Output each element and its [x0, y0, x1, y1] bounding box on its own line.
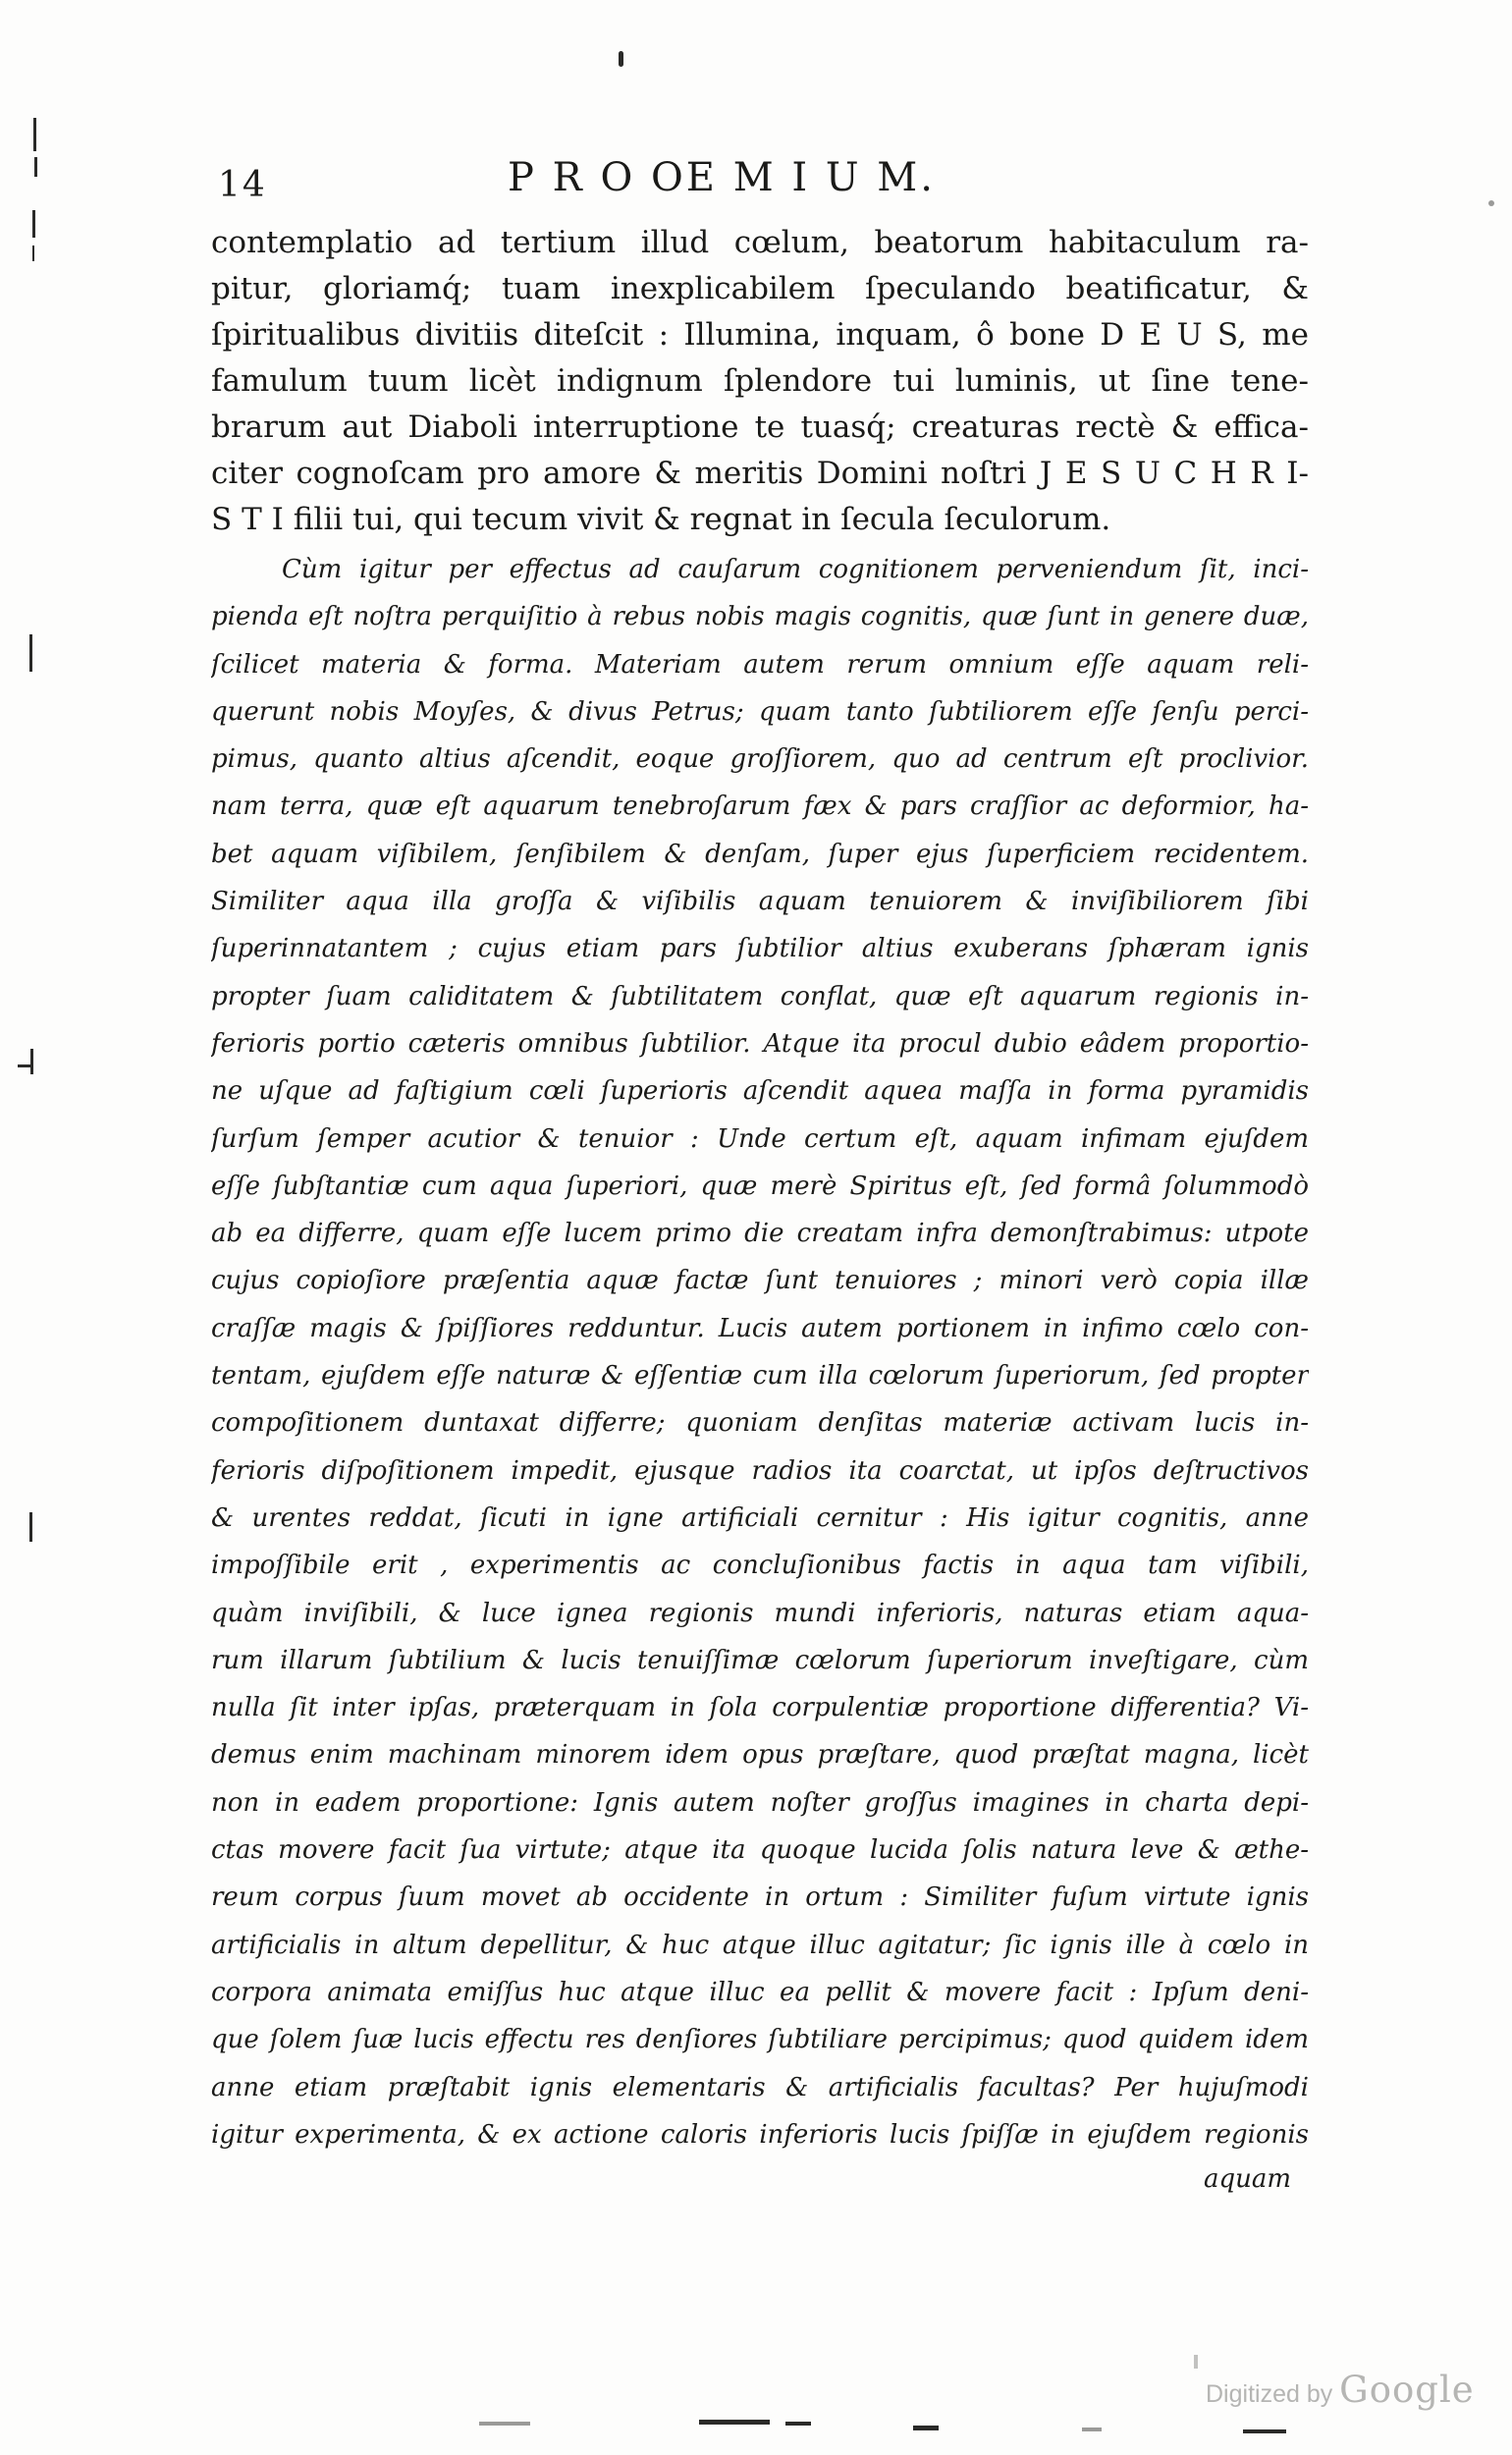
watermark-prefix: Digitized by [1206, 2380, 1340, 2408]
scan-artifact [1243, 2429, 1286, 2433]
digitized-by-google-watermark [1206, 2369, 1475, 2411]
text-line: ſuperinnatantem ; cujus etiam pars ſubtilior altius exuberans ſphæram ignis [211, 934, 1309, 964]
text-line: ctas movere facit ſua virtute; atque ita quoque lucida ſolis natura leve & æthe- [211, 1835, 1309, 1866]
text-line: ſurſum ſemper acutior & tenuior : Unde certum eſt, aquam infimam ejuſdem [211, 1123, 1309, 1154]
scan-artifact [785, 2422, 811, 2426]
text-line: pimus, quanto altius aſcendit, eoque groſſiorem, quo ad centrum eſt proclivior. [211, 744, 1309, 775]
scan-artifact [1082, 2428, 1102, 2431]
text-line: impoſſibile erit , experimentis ac concluſionibus factis in aqua tam viſibili, [211, 1551, 1309, 1581]
scan-artifact [32, 246, 34, 261]
scan-artifact [479, 2422, 530, 2426]
scan-artifact [34, 157, 37, 177]
text-line: pienda eſt noſtra perquiſitio à rebus nobis magis cognitis, quæ ſunt in genere duæ, [211, 602, 1309, 632]
scan-artifact [33, 118, 36, 151]
text-line: cujus copioſiore præſentia aquæ factæ ſunt tenuiores ; minori verò copia illæ [211, 1266, 1309, 1296]
google-logo-text: Google [1339, 2369, 1475, 2411]
text-line: craſſæ magis & ſpiſſiores redduntur. Lucis autem portionem in infimo cœlo con- [211, 1313, 1309, 1343]
text-line: nulla ſit inter ipſas, præterquam in ſola corpulentiæ proportione differentia? Vi- [211, 1693, 1309, 1723]
text-line: artificialis in altum depellitur, & huc atque illuc agitatur; ſic ignis ille à cœlo in [211, 1930, 1309, 1960]
scan-artifact [699, 2420, 770, 2425]
text-line: corpora animata emiſſus huc atque illuc ea pellit & movere facit : Ipſum deni- [211, 1977, 1309, 2007]
page-number: 14 [218, 165, 267, 205]
text-line: que ſolem ſuæ lucis effectu res denſiores ſubtiliare percipimus; quod quidem idem [211, 2025, 1309, 2055]
scan-artifact [29, 1512, 32, 1542]
scan-artifact [1194, 2355, 1198, 2369]
text-line: bet aquam viſibilem, ſenſibilem & denſam, ſuper ejus ſuperficiem recidentem. [211, 839, 1309, 869]
text-line: pitur, gloriamq́; tuam inexplicabilem ſpeculando beatificatur, & [211, 271, 1309, 306]
text-line: propter ſuam caliditatem & ſubtilitatem conflat, quæ eſt aquarum regionis in- [211, 981, 1309, 1011]
text-line: quàm inviſibili, & luce ignea regionis mundi inferioris, naturas etiam aqua- [211, 1598, 1309, 1628]
running-head-title: P R O OE M I U M. [508, 155, 936, 200]
text-line: rum illarum ſubtilium & lucis tenuiſſimæ cœlorum ſuperiorum inveſtigare, cùm [211, 1645, 1309, 1675]
text-line: ſpiritualibus divitiis diteſcit : Illumina, inquam, ô bone D E U S, me [211, 317, 1309, 353]
text-line: igitur experimenta, & ex actione caloris inferioris lucis ſpiſſæ in ejuſdem regionis [211, 2119, 1309, 2150]
text-line: querunt nobis Moyſes, & divus Petrus; quam tanto ſubtiliorem eſſe ſenſu perci- [211, 696, 1309, 727]
scan-artifact [619, 51, 623, 67]
catchword: aquam [1203, 2164, 1291, 2194]
text-line: contemplatio ad tertium illud cœlum, beatorum habitaculum ra- [211, 225, 1309, 260]
text-line: nam terra, quæ eſt aquarum tenebroſarum fæx & pars craſſior ac deformior, ha- [211, 791, 1309, 822]
scan-artifact [29, 634, 32, 672]
scan-artifact [18, 1064, 31, 1067]
text-line: Similiter aqua illa groſſa & viſibilis aquam tenuiorem & inviſibiliorem ſibi [211, 887, 1309, 917]
text-line: anne etiam præſtabit ignis elementaris & artificialis facultas? Per hujuſmodi [211, 2072, 1309, 2102]
text-line: eſſe ſubſtantiæ cum aqua ſuperiori, quæ merè Spiritus eſt, ſed formâ ſolummodò [211, 1171, 1309, 1201]
text-line: & urentes reddat, ſicuti in igne artificiali cernitur : His igitur cognitis, anne [211, 1502, 1309, 1533]
text-line: compoſitionem duntaxat differre; quoniam denſitas materiæ activam lucis in- [211, 1408, 1309, 1439]
text-line: demus enim machinam minorem idem opus præſtare, quod præſtat magna, licèt [211, 1740, 1309, 1771]
scan-artifact [1488, 200, 1494, 206]
text-line: tentam, ejuſdem eſſe naturæ & eſſentiæ cum illa cœlorum ſuperiorum, ſed propter [211, 1361, 1309, 1391]
text-line: brarum aut Diaboli interruptione te tuasq́; creaturas rectè & effica- [211, 409, 1309, 445]
text-line: reum corpus ſuum movet ab occidente in ortum : Similiter fuſum virtute ignis [211, 1882, 1309, 1913]
text-line: ne uſque ad faſtigium cœli ſuperioris aſcendit aquea maſſa in forma pyramidis [211, 1076, 1309, 1107]
scan-artifact [30, 1049, 33, 1074]
text-line: ab ea differre, quam eſſe lucem primo die creatam infra demonſtrabimus: utpote [211, 1219, 1309, 1249]
text-line: ferioris portio cæteris omnibus ſubtilior. Atque ita procul dubio eâdem proportio- [211, 1028, 1309, 1059]
text-line: ferioris diſpoſitionem impedit, ejusque radios ita coarctat, ut ipſos deſtructivos [211, 1455, 1309, 1486]
text-line: ſcilicet materia & forma. Materiam autem rerum omnium eſſe aquam reli- [211, 649, 1309, 680]
text-line: Cùm igitur per effectus ad cauſarum cognitionem perveniendum ſit, inci- [282, 555, 1309, 584]
scan-artifact [913, 2426, 939, 2430]
paragraph-italic [211, 546, 1309, 2158]
paragraph-roman [211, 220, 1309, 543]
scan-artifact [32, 210, 35, 238]
catchword-row [211, 2164, 1309, 2194]
text-line: non in eadem proportione: Ignis autem noſter groſſus imagines in charta depi- [211, 1787, 1309, 1818]
text-line: famulum tuum licèt indignum ſplendore tui luminis, ut ſine tene- [211, 363, 1309, 399]
text-line: S T I filii tui, qui tecum vivit & regnat in ſecula ſeculorum. [211, 502, 1111, 537]
text-line: citer cognoſcam pro amore & meritis Domini noſtri J E S U C H R I- [211, 456, 1309, 491]
